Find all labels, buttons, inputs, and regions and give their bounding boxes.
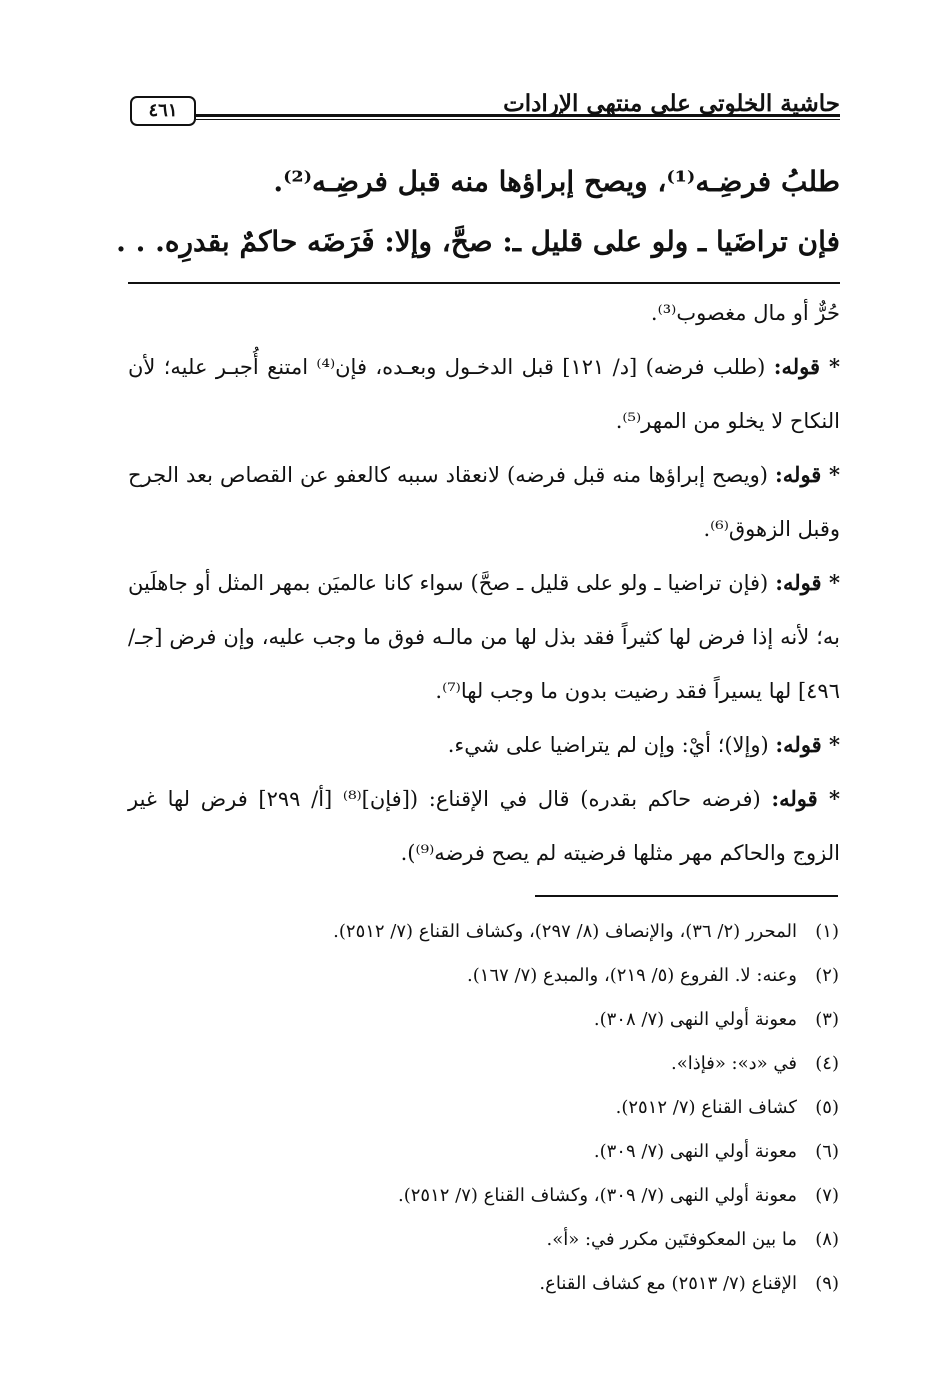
qawluh-label: * قوله: [775, 462, 841, 487]
footnote [128, 954, 839, 998]
footnote-text: معونة أولي النهى (٧/ ٣٠٩)، وكشاف القناع (٧/ ٢٥١٢). [398, 1185, 797, 1206]
footnote [128, 1218, 839, 1262]
header-title: حاشية الخلوتي على منتهى الإرادات [503, 90, 840, 117]
footnote-text: ما بين المعكوفتَين مكرر في: «أ». [546, 1229, 797, 1250]
footnote-number: (٢) [815, 965, 839, 986]
commentary-paragraph [128, 718, 840, 772]
footnote [128, 1174, 839, 1218]
footnote [128, 1086, 839, 1130]
commentary-text: (وإلا)؛ أيْ: وإن لم يتراضيا على شيء. [447, 733, 769, 757]
commentary-paragraph [128, 448, 840, 556]
matn-line: فإن تراضَيا ـ ولو على قليل ـ: صحَّ، وإلا: فَرَضَه حاكمٌ بقدرِه. . . [116, 225, 840, 258]
footnote [128, 1130, 839, 1174]
footnote-number: (٦) [815, 1141, 839, 1162]
running-header [128, 78, 840, 130]
footnote-text: كشاف القناع (٧/ ٢٥١٢). [615, 1097, 797, 1118]
footnote-text: معونة أولي النهى (٧/ ٣٠٩). [593, 1141, 797, 1162]
footnote-number: (٩) [815, 1273, 839, 1294]
qawluh-label: * قوله: [775, 570, 841, 595]
footnote [128, 910, 839, 954]
footnote-number: (٨) [815, 1229, 839, 1250]
matn-line: طلبُ فرضِـه⁽¹⁾، ويصح إبراؤها منه قبل فرضِـه⁽²⁾. [273, 165, 840, 198]
matn-text [116, 152, 840, 272]
footnote-text: في «د»: «فإذا». [670, 1053, 797, 1074]
footnote-number: (٥) [815, 1097, 839, 1118]
footnote [128, 998, 839, 1042]
footnote [128, 1262, 839, 1306]
commentary-paragraph [128, 286, 840, 340]
commentary-text: حُرٌّ أو مال مغصوب⁽³⁾. [650, 301, 840, 325]
footnote-number: (١) [815, 921, 839, 942]
footnote-text: المحرر (٢/ ٣٦)، والإنصاف (٨/ ٢٩٧)، وكشاف القناع (٧/ ٢٥١٢). [333, 921, 797, 942]
qawluh-label: * قوله: [773, 354, 840, 379]
commentary [128, 286, 840, 880]
commentary-text: (طلب فرضه) [د/ ١٢١] قبل الدخـول وبعـده، فإن⁽⁴⁾ امتنع أُجبـر عليه؛ لأن النكاح لا يخلو من المهر⁽⁵⁾. [128, 355, 840, 433]
commentary-paragraph [128, 772, 840, 880]
commentary-text: (فإن تراضيا ـ ولو على قليل ـ صحَّ) سواء كانا عالميَن بمهر المثل أو جاهلَين به؛ لأنه إذا فرض لها كثيراً فقد بذل لها من مالـه فوق ما وجب عليه، وإن فرض [جـ/ ٤٩٦] لها يسيراً فقد رضيت بدون ما وجب لها⁽⁷⁾. [128, 571, 840, 703]
commentary-paragraph [128, 340, 840, 448]
footnotes [128, 910, 839, 1306]
qawluh-label: * قوله: [771, 786, 840, 811]
page-number: ٤٦١ [130, 96, 196, 126]
commentary-paragraph [128, 556, 840, 718]
commentary-text: (فرضه حاكم بقدره) قال في الإقناع: ([فإن]⁽⁸⁾ [أ/ ٢٩٩] فرض لها غير الزوج والحاكم مهر مثلها فرضيته لم يصح فرضه⁽⁹⁾). [128, 787, 840, 865]
footnote-text: وعنه: لا. الفروع (٥/ ٢١٩)، والمبدع (٧/ ١٦٧). [467, 965, 797, 986]
header-rule [196, 114, 840, 117]
footnote-text: معونة أولي النهى (٧/ ٣٠٨). [593, 1009, 797, 1030]
footnote-number: (٣) [815, 1009, 839, 1030]
qawluh-label: * قوله: [775, 732, 840, 757]
header-rule-thin [196, 119, 840, 120]
matn-separator [128, 282, 840, 284]
commentary-text: (ويصح إبراؤها منه قبل فرضه) لانعقاد سببه كالعفو عن القصاص بعد الجرح وقبل الزهوق⁽⁶⁾. [128, 463, 840, 541]
footnote-text: الإقناع (٧/ ٢٥١٣) مع كشاف القناع. [539, 1273, 797, 1294]
footnote-number: (٧) [815, 1185, 839, 1206]
footnote [128, 1042, 839, 1086]
footnote-number: (٤) [815, 1053, 839, 1074]
footnote-separator [535, 895, 838, 897]
